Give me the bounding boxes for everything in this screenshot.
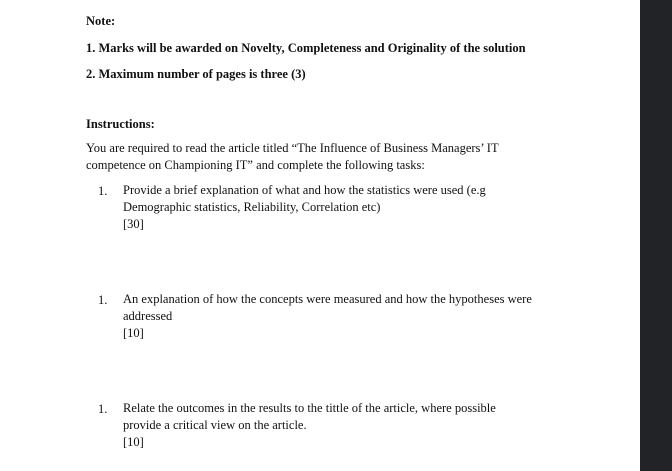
note-point-2: 2. Maximum number of pages is three (3)	[86, 67, 306, 81]
task-2-line-1: An explanation of how the concepts were measured and how the hypotheses were	[123, 292, 532, 306]
task-1-marks: [30]	[123, 217, 144, 231]
instructions-heading: Instructions:	[86, 117, 155, 131]
task-3-marks: [10]	[123, 435, 144, 449]
task-3-line-2: provide a critical view on the article.	[123, 418, 307, 432]
task-2-marks: [10]	[123, 326, 144, 340]
note-heading: Note:	[86, 14, 116, 28]
task-3-line-1: Relate the outcomes in the results to the tittle of the article, where possible	[123, 401, 496, 415]
task-2-number: 1.	[98, 293, 108, 307]
viewer-side-panel	[640, 0, 672, 471]
task-1-number: 1.	[98, 184, 108, 198]
instructions-intro-line-1: You are required to read the article titled “The Influence of Business Managers’ IT	[86, 141, 499, 155]
task-1-line-1: Provide a brief explanation of what and how the statistics were used (e.g	[123, 183, 486, 197]
task-1-line-2: Demographic statistics, Reliability, Correlation etc)	[123, 200, 381, 214]
task-3-number: 1.	[98, 402, 108, 416]
instructions-intro-line-2: competence on Championing IT” and complete the following tasks:	[86, 158, 425, 172]
note-point-1: 1. Marks will be awarded on Novelty, Completeness and Originality of the solution	[86, 41, 526, 55]
task-2-line-2: addressed	[123, 309, 173, 323]
